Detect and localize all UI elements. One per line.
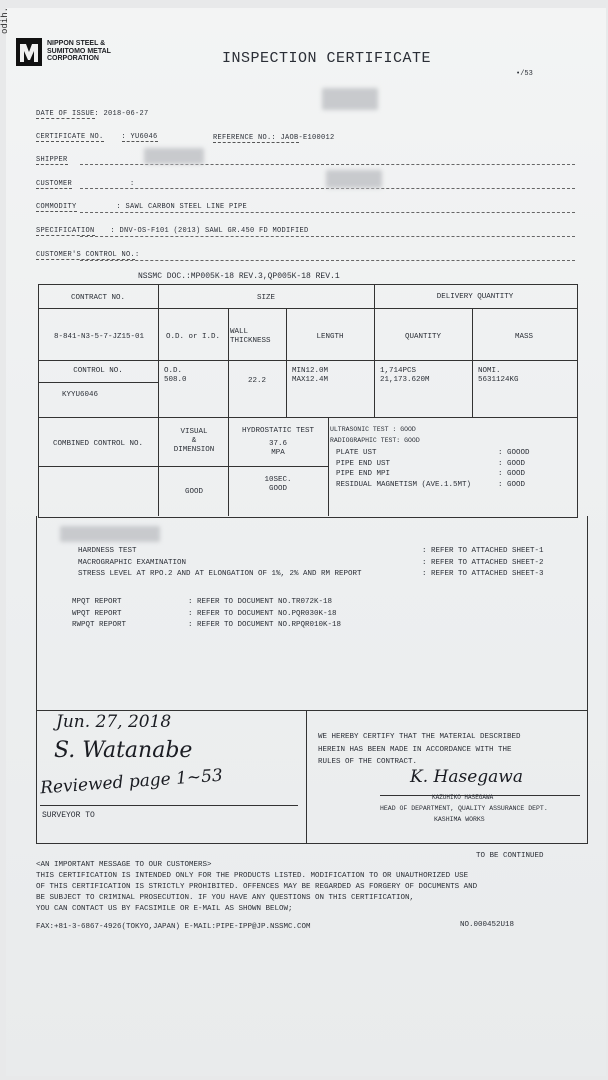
contact-line: FAX:+81-3-6867-4926(TOKYO,JAPAN) E-MAIL:PIPE-IPP@JP.NSSMC.COM — [36, 923, 311, 931]
od-value: O.D. 508.0 — [164, 367, 187, 384]
surveyor-label: SURVEYOR TO — [42, 811, 95, 820]
specification-field: SPECIFICATION : DNV-OS-F101 (2013) SAWL GR.450 FD MODIFIED — [36, 227, 309, 235]
contract-header: CONTRACT NO. — [70, 294, 125, 302]
signer-works: KASHIMA WORKS — [434, 816, 485, 823]
test-results — [336, 448, 471, 490]
visual-value: GOOD — [184, 488, 203, 496]
page-mark: •/53 — [516, 70, 533, 78]
control-no-label: CONTROL NO. — [73, 367, 123, 375]
ultrasonic-result: ULTRASONIC TEST : GOOD — [330, 426, 416, 433]
shipper-field: SHIPPER — [36, 156, 68, 164]
quantity-value: 1,714PCS 21,173.620M — [380, 367, 430, 384]
signer-title: HEAD OF DEPARTMENT, QUALITY ASSURANCE DEPT. — [380, 805, 548, 812]
continued-note: TO BE CONTINUED — [476, 852, 544, 860]
redacted-block — [322, 88, 378, 110]
corner-note: odih. — [0, 6, 10, 34]
customer-field: CUSTOMER : — [36, 180, 135, 188]
report-values: : REFER TO DOCUMENT NO.TR072K-18 : REFER TO DOCUMENT NO.PQR030K-18 : REFER TO DOCUMENT NO.RPQR010K-18 — [188, 598, 342, 629]
handwritten-review-note: Reviewed page 1~53 — [39, 765, 224, 799]
hydro-label: HYDROSTATIC TEST — [241, 427, 314, 435]
od-header: O.D. or I.D. — [165, 333, 220, 341]
length-header: LENGTH — [316, 333, 344, 341]
customer-message: <AN IMPORTANT MESSAGE TO OUR CUSTOMERS> THIS CERTIFICATION IS INTENDED ONLY FOR THE PRODUCTS LISTED. MODIFICATION TO OR UNAUTHORIZED USE OF THIS CERTIFICATION IS STRICTLY PROHIBITED. OFFENCES MAY BE REGARDED AS FORGERY OF DOCUMENTS AND BE SUBJECT TO CRIMINAL PROSECUTION. IF YOU HAVE ANY QUESTIONS ON THIS CERTIFICATION, YOU CAN CONTACT US BY FACSIMILE OR E-MAIL AS SHOWN BELOW; — [36, 861, 478, 913]
length-value: MIN12.0M MAX12.4M — [292, 367, 329, 384]
certificate-no-field: CERTIFICATE NO. : YU6046 — [36, 133, 158, 141]
control-no-value: KYYU6046 — [61, 391, 98, 399]
mass-value: NOMI. 5631124KG — [478, 367, 519, 384]
report-list: MPQT REPORT WPQT REPORT RWPQT REPORT — [72, 598, 127, 629]
document-number: NO.000452U18 — [460, 921, 515, 929]
hydro-pressure: 37.6 MPA — [268, 440, 287, 457]
handwritten-surveyor-name: S. Watanabe — [54, 738, 193, 763]
nssmc-logo-icon — [16, 38, 42, 66]
contract-value: 8-841-N3-5-7-JZ15-01 — [53, 333, 144, 341]
certify-statement: WE HEREBY CERTIFY THAT THE MATERIAL DESCRIBED HEREIN HAS BEEN MADE IN ACCORDANCE WITH THE RULES OF THE CONTRACT. — [318, 733, 521, 766]
signer-name: KAZUHIKO HASEGAWA — [432, 794, 494, 801]
doc-reference: NSSMC DOC.:MP005K-18 REV.3,QP005K-18 REV.1 — [138, 272, 340, 281]
result-row: PIPE END MPI — [336, 470, 391, 478]
exam-list: HARDNESS TEST MACROGRAPHIC EXAMINATION STRESS LEVEL AT RPO.2 AND AT ELONGATION OF 1%, 2% AND RM REPORT — [78, 547, 362, 578]
wall-value: 22.2 — [247, 377, 266, 385]
exam-values: : REFER TO ATTACHED SHEET-1 : REFER TO ATTACHED SHEET-2 : REFER TO ATTACHED SHEET-3 — [422, 547, 544, 578]
qa-signature: K. Hasegawa — [410, 767, 523, 787]
radiographic-result: RADIOGRAPHIC TEST: GOOD — [330, 437, 420, 444]
mass-header: MASS — [514, 333, 533, 341]
hydro-time: 10SEC. GOOD — [264, 476, 292, 493]
result-row: PLATE UST — [336, 449, 377, 457]
test-result-values: : GOOOD : GOOD : GOOD : GOOD — [498, 449, 530, 489]
combined-control-label: COMBINED CONTROL NO. — [52, 440, 143, 448]
delivery-header: DELIVERY QUANTITY — [436, 293, 514, 301]
result-row: RESIDUAL MAGNETISM (AVE.1.5MT) — [336, 480, 472, 489]
reference-no-field: REFERENCE NO.: JAOB-E100012 — [213, 134, 335, 142]
page-title: INSPECTION CERTIFICATE — [222, 50, 432, 67]
commodity-field: COMMODITY : SAWL CARBON STEEL LINE PIPE — [36, 203, 248, 211]
company-name: NIPPON STEEL & SUMITOMO METAL CORPORATION — [47, 40, 111, 62]
result-row: PIPE END UST — [336, 459, 391, 468]
wall-header: WALL THICKNESS — [230, 328, 271, 345]
visual-label: VISUAL & DIMENSION — [173, 428, 215, 454]
quantity-header: QUANTITY — [404, 333, 441, 341]
size-header: SIZE — [256, 294, 275, 302]
date-field: DATE OF ISSUE: 2018-06-27 — [36, 110, 149, 118]
handwritten-date: Jun. 27, 2018 — [56, 712, 172, 732]
customer-control-field: CUSTOMER'S CONTROL NO.: — [36, 251, 140, 259]
